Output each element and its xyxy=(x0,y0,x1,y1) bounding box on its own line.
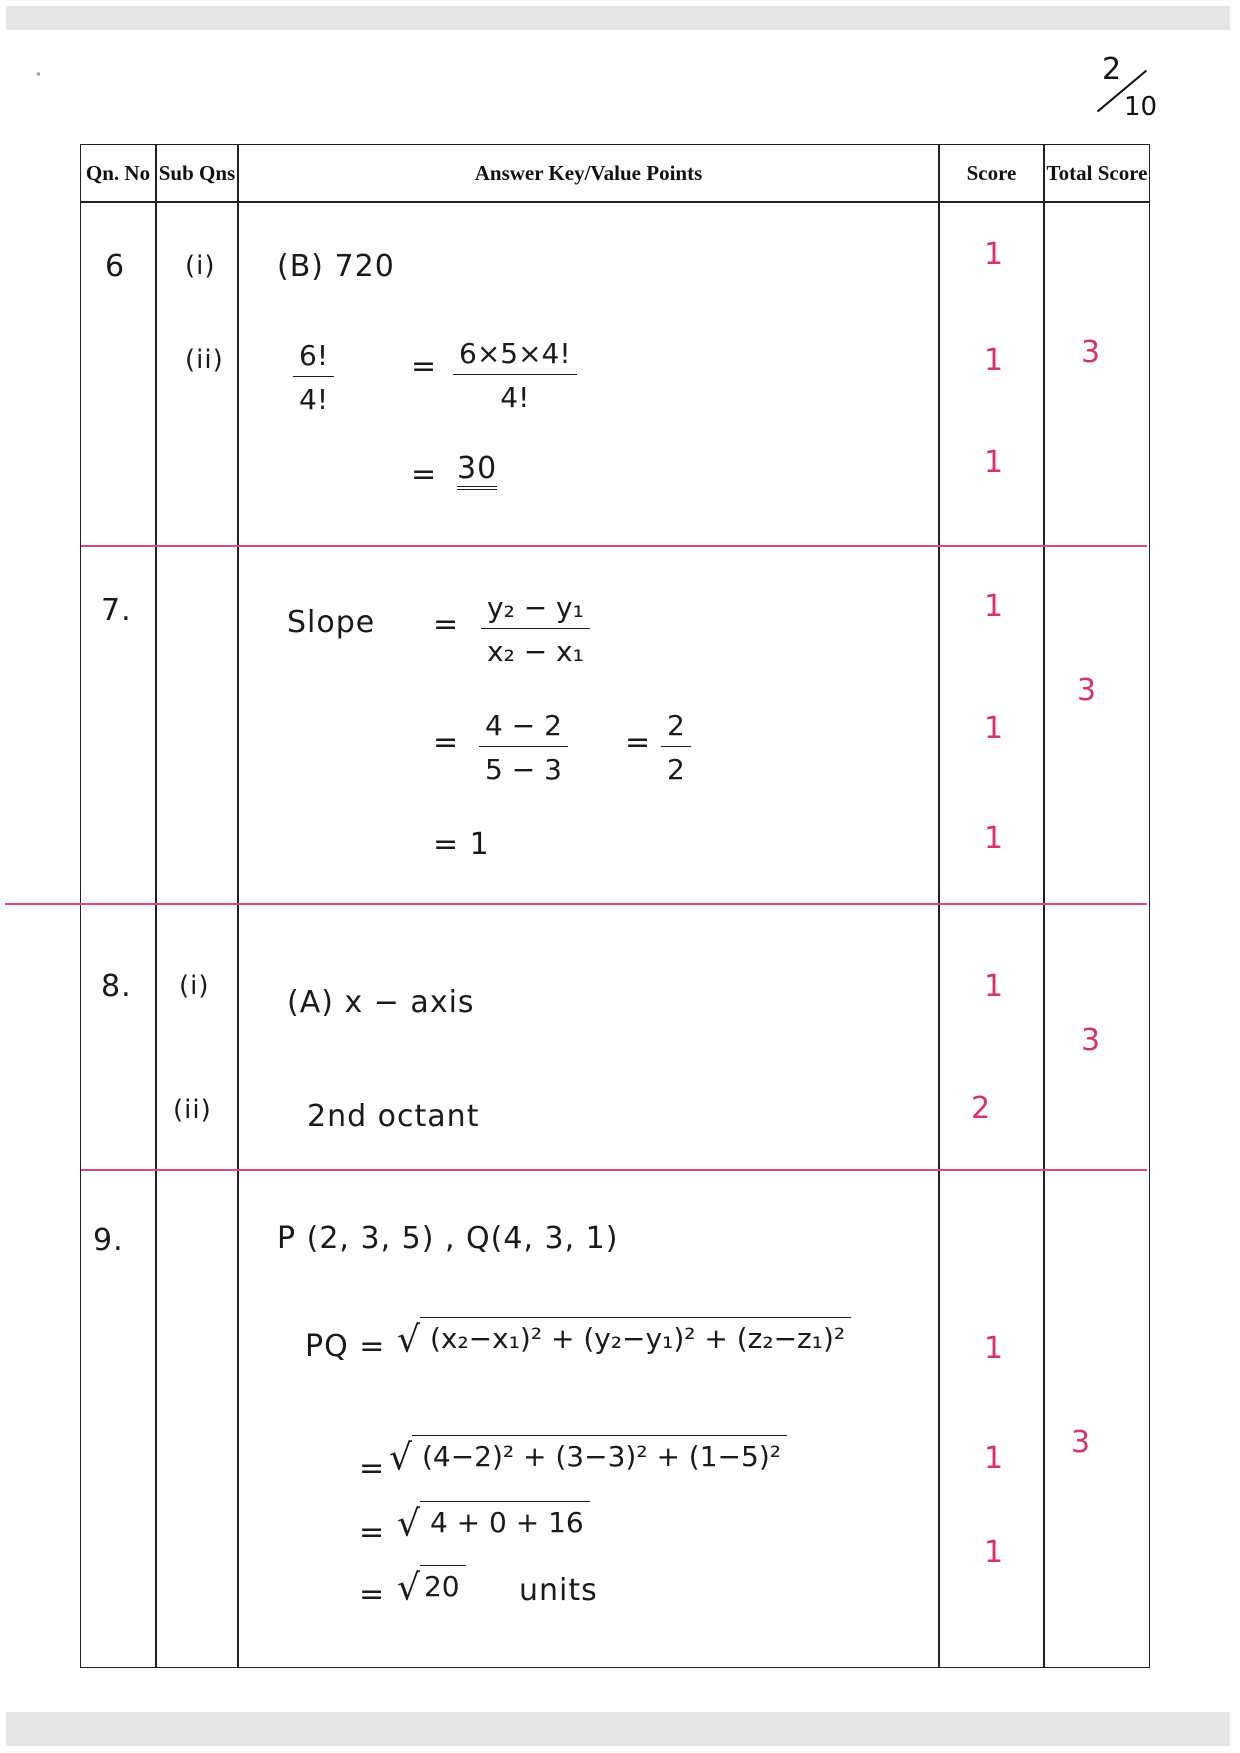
distance-formula xyxy=(397,1317,851,1361)
score-mark: 1 xyxy=(984,821,1004,856)
fraction-denominator: 4! xyxy=(500,381,530,414)
equals-sign: = xyxy=(433,607,460,642)
slope-formula xyxy=(481,591,590,668)
scan-top-band xyxy=(6,6,1230,30)
total-score-mark: 3 xyxy=(1081,1023,1101,1058)
header-qn-no: Qn. No xyxy=(85,161,151,185)
substitution xyxy=(389,1435,787,1479)
sub-question: (ii) xyxy=(173,1095,212,1125)
fraction-numerator: 6! xyxy=(293,339,334,377)
section-divider xyxy=(81,545,1147,547)
grade-out-of: 10 xyxy=(1124,92,1158,122)
scan-bottom-band xyxy=(6,1712,1230,1746)
question-number: 8. xyxy=(101,969,132,1004)
answer-text: (B) 720 xyxy=(277,249,395,284)
header-answer-key: Answer Key/Value Points xyxy=(474,161,703,185)
simplification xyxy=(397,1501,590,1545)
root-sign-icon: √ xyxy=(397,1319,420,1361)
root-sign-icon: √ xyxy=(397,1567,420,1609)
grade-mark xyxy=(1080,52,1160,132)
header-divider xyxy=(81,201,1149,203)
total-score-mark: 3 xyxy=(1081,335,1101,370)
header-score: Score xyxy=(966,161,1017,185)
col-divider xyxy=(938,145,940,1667)
answer-key-table xyxy=(80,144,1150,1668)
score-mark: 2 xyxy=(971,1091,991,1126)
total-score-mark: 3 xyxy=(1071,1425,1091,1460)
score-mark: 1 xyxy=(984,237,1004,272)
sub-question: (i) xyxy=(185,251,216,281)
equals-sign: = xyxy=(359,1515,386,1550)
final-answer: 30 xyxy=(457,451,497,490)
fraction-denominator: 4! xyxy=(299,383,329,416)
slope-label: Slope xyxy=(287,605,376,640)
radicand: 20 xyxy=(420,1565,466,1603)
score-mark: 1 xyxy=(984,711,1004,746)
grade-obtained: 2 xyxy=(1102,52,1122,87)
fraction xyxy=(661,709,691,786)
fraction-numerator: y₂ − y₁ xyxy=(481,591,590,629)
fraction xyxy=(293,339,334,416)
fraction-numerator: 4 − 2 xyxy=(479,709,568,747)
fraction-denominator: x₂ − x₁ xyxy=(487,635,584,668)
equals-sign: = xyxy=(411,349,438,384)
score-mark: 1 xyxy=(984,1441,1004,1476)
question-number: 9. xyxy=(93,1223,124,1258)
score-mark: 1 xyxy=(984,589,1004,624)
fraction xyxy=(453,337,577,414)
final-answer: = 1 xyxy=(433,827,490,862)
radicand: (x₂−x₁)² + (y₂−y₁)² + (z₂−z₁)² xyxy=(420,1317,851,1355)
header-sub-qns: Sub Qns xyxy=(158,161,236,185)
equals-sign: = xyxy=(433,725,460,760)
col-divider xyxy=(155,145,157,1667)
score-mark: 1 xyxy=(984,343,1004,378)
fraction-denominator: 5 − 3 xyxy=(485,753,562,786)
score-mark: 1 xyxy=(984,969,1004,1004)
sub-question: (ii) xyxy=(185,345,224,375)
final-answer xyxy=(397,1565,466,1609)
fraction-denominator: 2 xyxy=(667,753,685,786)
sub-question: (i) xyxy=(179,971,210,1001)
answer-text: (A) x − axis xyxy=(287,985,475,1020)
equals-sign: = xyxy=(359,1451,386,1486)
section-divider xyxy=(5,903,1147,905)
fraction-numerator: 2 xyxy=(661,709,691,747)
equals-sign: = xyxy=(359,1577,386,1612)
col-divider xyxy=(237,145,239,1667)
answer-text: 2nd octant xyxy=(307,1099,480,1134)
question-number: 6 xyxy=(105,249,126,284)
fraction-numerator: 6×5×4! xyxy=(453,337,577,375)
unit-label: units xyxy=(519,1573,598,1608)
radicand: 4 + 0 + 16 xyxy=(420,1501,590,1539)
equals-sign: = xyxy=(625,725,652,760)
root-sign-icon: √ xyxy=(389,1437,412,1479)
equals-sign: = xyxy=(411,457,438,492)
distance-label: PQ = xyxy=(305,1329,386,1364)
score-mark: 1 xyxy=(984,445,1004,480)
col-divider xyxy=(1043,145,1045,1667)
question-number: 7. xyxy=(101,593,132,628)
radicand: (4−2)² + (3−3)² + (1−5)² xyxy=(412,1435,787,1473)
stamp-mark: ᐧ xyxy=(34,58,42,93)
total-score-mark: 3 xyxy=(1077,673,1097,708)
fraction xyxy=(479,709,568,786)
header-total-score: Total Score xyxy=(1046,161,1148,185)
section-divider xyxy=(81,1169,1147,1171)
score-mark: 1 xyxy=(984,1535,1004,1570)
root-sign-icon: √ xyxy=(397,1503,420,1545)
given-points: P (2, 3, 5) , Q(4, 3, 1) xyxy=(277,1221,619,1256)
score-mark: 1 xyxy=(984,1331,1004,1366)
